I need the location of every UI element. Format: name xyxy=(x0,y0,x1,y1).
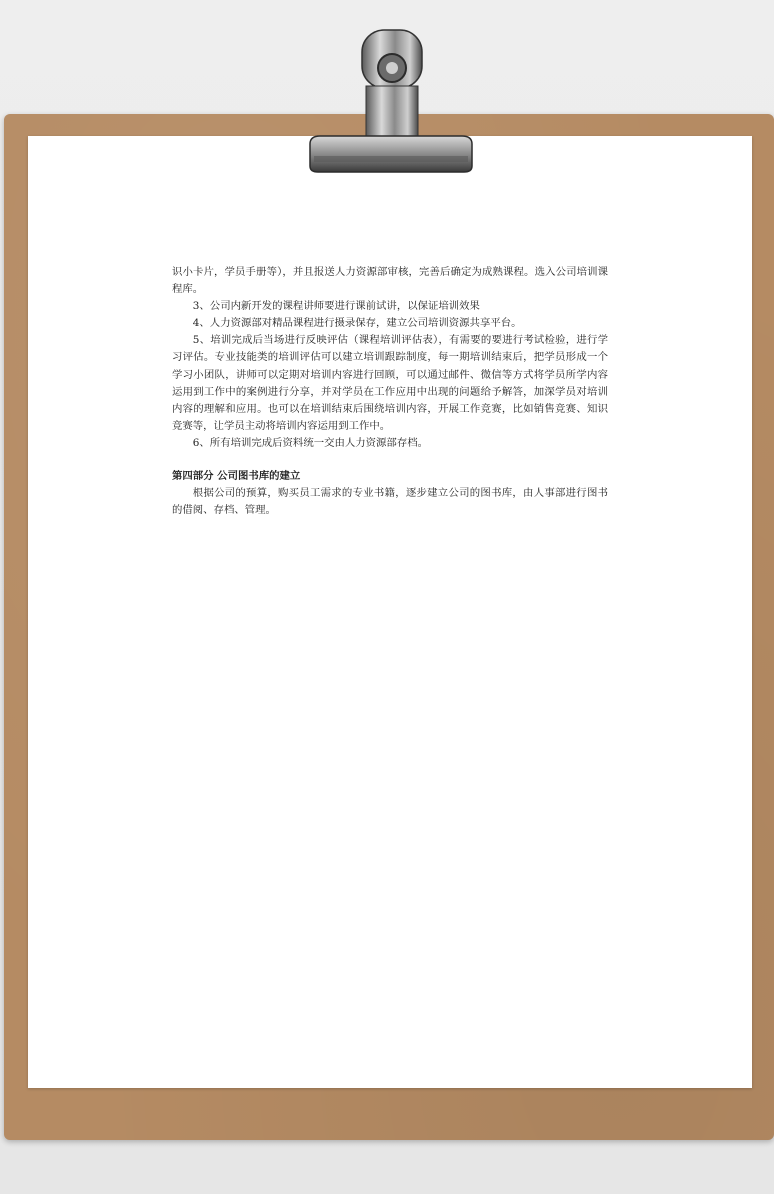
paragraph: 5、培训完成后当场进行反映评估（课程培训评估表），有需要的要进行考试检验，进行学习评估。专业技能类的培训评估可以建立培训跟踪制度，每一期培训结束后，把学员形成一个学习小团队，讲师可以定期对培训内容进行回顾，可以通过邮件、微信等方式将学员所学内容运用到工作中的案例进行分享，并对学员在工作应用中出现的问题给予解答，加深学员对培训内容的理解和应用。也可以在培训结束后围绕培训内容，开展工作竞赛，比如销售竞赛、知识竞赛等，让学员主动将培训内容运用到工作中。 xyxy=(172,334,608,432)
binder-clip-icon xyxy=(300,26,480,178)
paragraph: 6、所有培训完成后资料统一交由人力资源部存档。 xyxy=(192,436,428,449)
paragraph: 4、人力资源部对精品课程进行摄录保存，建立公司培训资源共享平台。 xyxy=(192,317,522,330)
document-body xyxy=(172,264,608,519)
section-heading: 第四部分 公司图书库的建立 xyxy=(172,470,301,483)
paragraph: 3、公司内新开发的课程讲师要进行课前试讲，以保证培训效果 xyxy=(192,300,480,313)
section-body: 根据公司的预算，购买员工需求的专业书籍，逐步建立公司的图书库，由人事部进行图书的借阅、存档、管理。 xyxy=(172,487,608,517)
paragraph: 识小卡片，学员手册等），并且报送人力资源部审核，完善后确定为成熟课程。选入公司培训课程库。 xyxy=(172,266,608,296)
